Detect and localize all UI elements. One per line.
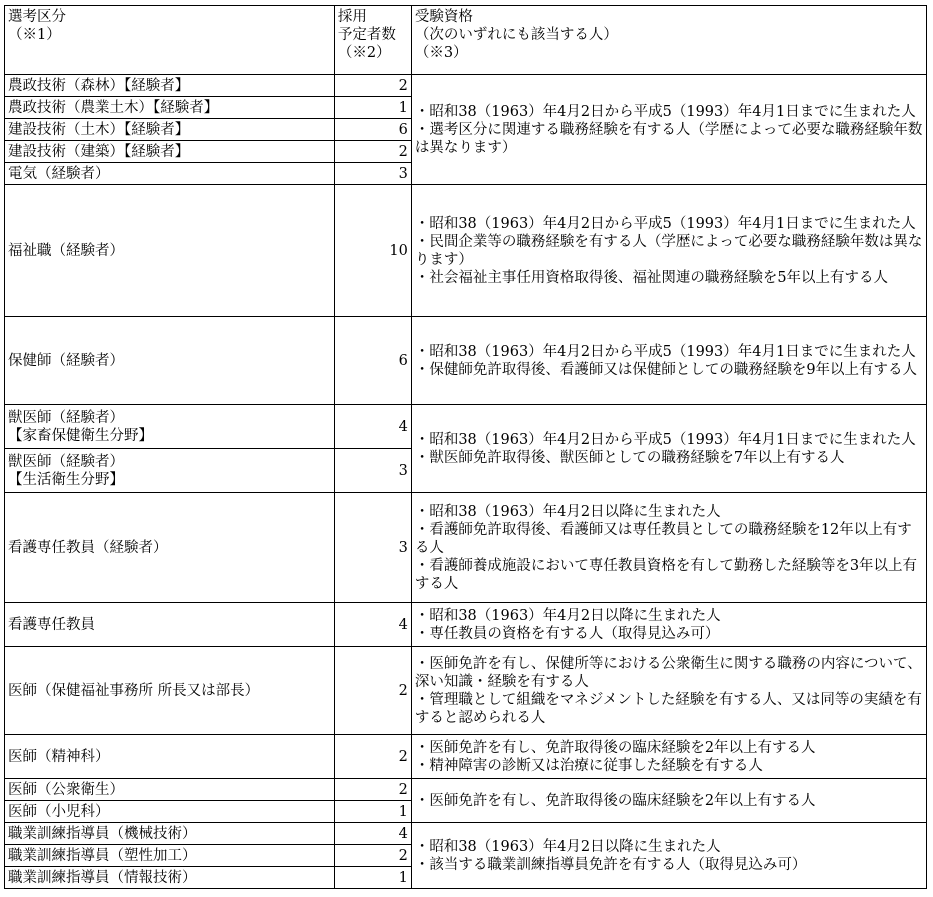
header-category-note: （※1）	[8, 27, 61, 43]
category-label: 獣医師（経験者）	[8, 409, 124, 426]
count-cell: 1	[334, 97, 411, 119]
requirement-item: ・民間企業等の職務経験を有する人（学歴によって必要な職務経験年数は異なります）	[414, 233, 923, 268]
requirements-cell	[411, 823, 926, 889]
requirements-cell	[411, 647, 926, 735]
count-cell: 10	[334, 185, 411, 317]
header-row	[5, 6, 927, 75]
category-cell	[5, 493, 335, 603]
category-cell	[5, 185, 335, 317]
requirements-cell	[411, 603, 926, 647]
requirement-item: ・昭和38（1963）年4月2日以降に生まれた人	[414, 503, 721, 520]
table-row	[5, 603, 927, 647]
count-cell: 6	[334, 317, 411, 405]
requirements-cell	[411, 405, 926, 493]
category-label: 医師（小児科）	[8, 803, 110, 820]
requirement-item: ・昭和38（1963）年4月2日以降に生まれた人	[414, 607, 721, 624]
category-label: 看護専任教員（経験者）	[8, 539, 168, 556]
requirements-cell	[411, 735, 926, 779]
requirement-item: ・医師免許を有し、保健所等における公衆衛生に関する職務の内容について、深い知識・経験を有する人	[414, 655, 922, 690]
requirement-item: ・獣医師免許取得後、獣医師としての職務経験を7年以上有する人	[414, 449, 845, 466]
category-label: 保健師（経験者）	[8, 352, 124, 369]
header-requirements-sub: （次のいずれにも該当する人）	[414, 27, 618, 43]
requirement-item: ・昭和38（1963）年4月2日から平成5（1993）年4月1日までに生まれた人	[414, 343, 916, 360]
category-label: 電気（経験者）	[8, 165, 110, 182]
count-cell: 2	[334, 141, 411, 163]
category-cell	[5, 97, 335, 119]
count-cell: 2	[334, 75, 411, 97]
count-cell: 4	[334, 603, 411, 647]
category-label: 医師（公衆衛生）	[8, 781, 124, 798]
category-cell	[5, 405, 335, 449]
header-category	[5, 6, 335, 75]
header-count-label-1: 採用	[337, 9, 367, 25]
category-label: 職業訓練指導員（機械技術）	[8, 825, 197, 842]
count-cell: 1	[334, 801, 411, 823]
count-cell: 3	[334, 449, 411, 493]
count-cell: 2	[334, 735, 411, 779]
requirement-item: ・看護師免許取得後、看護師又は専任教員としての職務経験を12年以上有する人	[414, 521, 912, 556]
category-label: 建設技術（建築）【経験者】	[8, 143, 190, 160]
category-cell	[5, 823, 335, 845]
category-cell	[5, 647, 335, 735]
count-cell: 3	[334, 493, 411, 603]
category-label: 農政技術（農業土木）【経験者】	[8, 99, 219, 116]
table-row	[5, 735, 927, 779]
category-label: 建設技術（土木）【経験者】	[8, 121, 190, 138]
category-label: 福祉職（経験者）	[8, 242, 124, 259]
header-category-label: 選考区分	[8, 9, 66, 25]
requirement-item: ・保健師免許取得後、看護師又は保健師としての職務経験を9年以上有する人	[414, 361, 918, 378]
requirement-item: ・選考区分に関連する職務経験を有する人（学歴によって必要な職務経験年数は異なります）	[414, 121, 923, 156]
category-label: 職業訓練指導員（情報技術）	[8, 869, 197, 886]
category-cell	[5, 867, 335, 889]
category-label: 医師（保健福祉事務所 所長又は部長）	[8, 682, 260, 699]
category-label: 看護専任教員	[8, 616, 95, 633]
category-cell	[5, 449, 335, 493]
category-cell	[5, 317, 335, 405]
requirement-item: ・精神障害の診断又は治療に従事した経験を有する人	[414, 757, 763, 774]
count-cell: 2	[334, 779, 411, 801]
table-row	[5, 75, 927, 97]
table-row	[5, 493, 927, 603]
category-cell	[5, 141, 335, 163]
category-cell	[5, 75, 335, 97]
requirement-item: ・昭和38（1963）年4月2日から平成5（1993）年4月1日までに生まれた人	[414, 103, 916, 120]
count-cell: 2	[334, 845, 411, 867]
requirement-item: ・医師免許を有し、免許取得後の臨床経験を2年以上有する人	[414, 792, 816, 809]
category-cell	[5, 163, 335, 185]
header-requirements	[411, 6, 926, 75]
requirement-item: ・昭和38（1963）年4月2日以降に生まれた人	[414, 838, 721, 855]
recruitment-table	[4, 5, 927, 889]
requirements-cell	[411, 493, 926, 603]
requirements-cell	[411, 779, 926, 823]
category-sub-label: 【生活衛生分野】	[8, 471, 124, 488]
category-cell	[5, 603, 335, 647]
requirement-item: ・昭和38（1963）年4月2日から平成5（1993）年4月1日までに生まれた人	[414, 431, 916, 448]
requirement-item: ・社会福祉主事任用資格取得後、福祉関連の職務経験を5年以上有する人	[414, 269, 889, 286]
requirement-item: ・昭和38（1963）年4月2日から平成5（1993）年4月1日までに生まれた人	[414, 215, 916, 232]
category-cell	[5, 845, 335, 867]
count-cell: 6	[334, 119, 411, 141]
requirements-cell	[411, 185, 926, 317]
requirement-item: ・該当する職業訓練指導員免許を有する人（取得見込み可）	[414, 856, 807, 873]
table-row	[5, 647, 927, 735]
count-cell: 2	[334, 647, 411, 735]
category-label: 農政技術（森林）【経験者】	[8, 77, 190, 94]
count-cell: 4	[334, 405, 411, 449]
requirement-item: ・看護師養成施設において専任教員資格を有して勤務した経験等を3年以上有する人	[414, 557, 918, 592]
requirement-item: ・管理職として組織をマネジメントした経験を有する人、又は同等の実績を有すると認められる人	[414, 691, 922, 726]
category-label: 医師（精神科）	[8, 748, 110, 765]
category-label: 獣医師（経験者）	[8, 453, 124, 470]
requirement-item: ・専任教員の資格を有する人（取得見込み可）	[414, 625, 720, 642]
category-label: 職業訓練指導員（塑性加工）	[8, 847, 197, 864]
count-cell: 1	[334, 867, 411, 889]
category-cell	[5, 119, 335, 141]
requirement-item: ・医師免許を有し、免許取得後の臨床経験を2年以上有する人	[414, 739, 816, 756]
header-count-label-2: 予定者数	[337, 27, 396, 43]
header-count-note: （※2）	[337, 45, 391, 61]
table-row	[5, 405, 927, 449]
table-row	[5, 185, 927, 317]
table-row	[5, 823, 927, 845]
requirements-cell	[411, 75, 926, 185]
category-sub-label: 【家畜保健衛生分野】	[8, 427, 153, 444]
category-cell	[5, 779, 335, 801]
table-row	[5, 317, 927, 405]
count-cell: 4	[334, 823, 411, 845]
category-cell	[5, 801, 335, 823]
count-cell: 3	[334, 163, 411, 185]
category-cell	[5, 735, 335, 779]
header-requirements-note: （※3）	[414, 45, 468, 61]
header-requirements-label: 受験資格	[414, 9, 473, 25]
table-row	[5, 779, 927, 801]
requirements-cell	[411, 317, 926, 405]
header-count	[334, 6, 411, 75]
